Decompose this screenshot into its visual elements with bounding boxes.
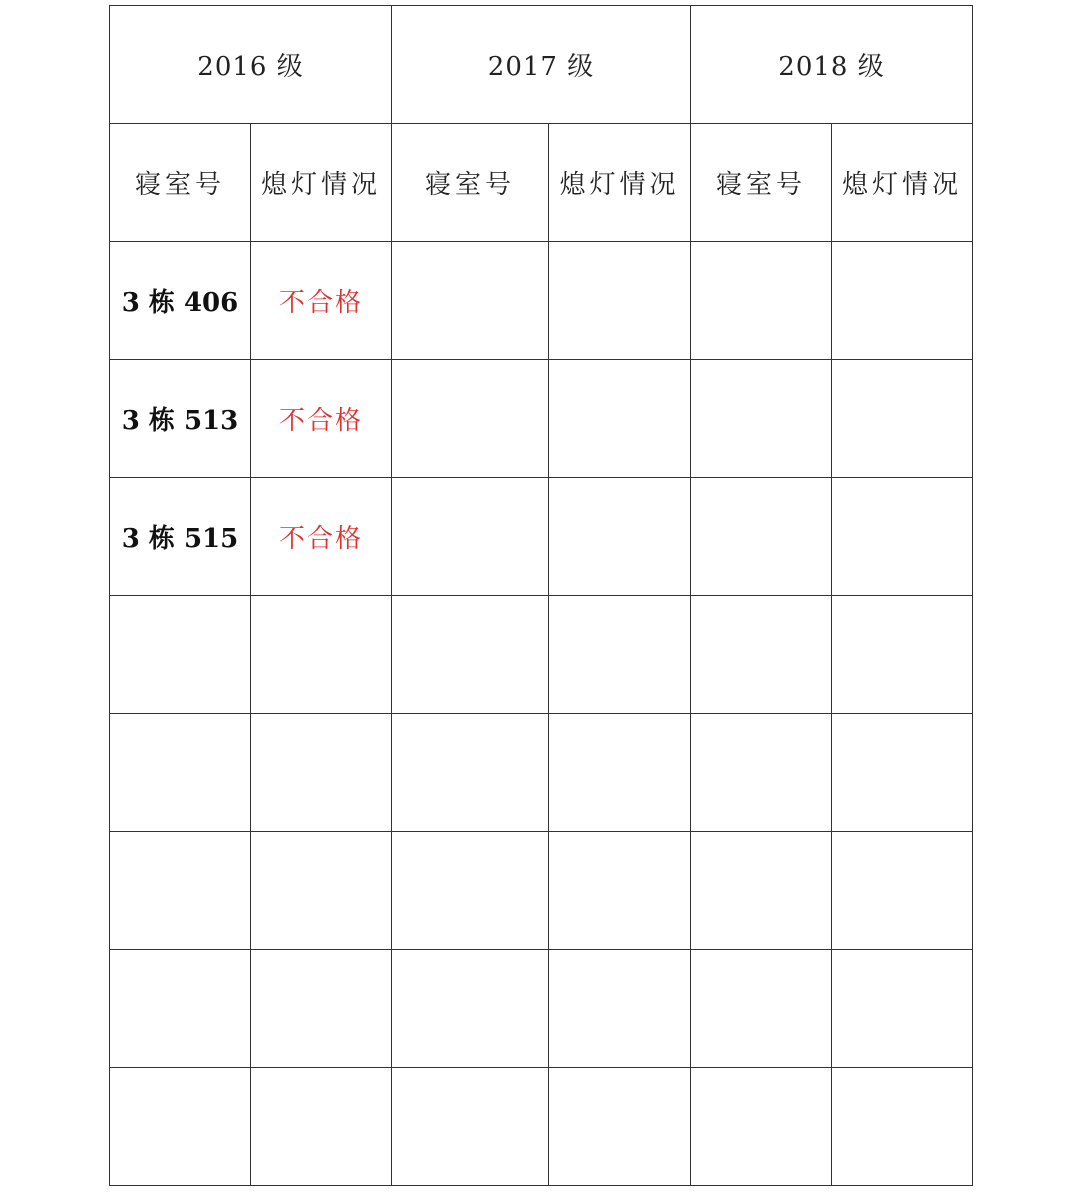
room-number-cell	[392, 1068, 549, 1186]
room-header-2017: 寝室号	[392, 124, 549, 242]
room-header-2018: 寝室号	[691, 124, 832, 242]
lights-status-cell	[832, 360, 973, 478]
grade-2017-header: 2017 级	[392, 6, 691, 124]
lights-status-cell	[549, 478, 691, 596]
room-number-cell	[392, 950, 549, 1068]
room-number-cell	[691, 714, 832, 832]
table-row	[110, 360, 973, 478]
room-number-cell	[691, 596, 832, 714]
room-number-cell	[110, 714, 251, 832]
table-row	[110, 950, 973, 1068]
table-row	[110, 714, 973, 832]
lights-status-cell	[832, 242, 973, 360]
lights-status-cell	[549, 596, 691, 714]
table-row	[110, 478, 973, 596]
room-number-cell: 3 栋 513	[110, 360, 251, 478]
lights-status-cell	[251, 832, 392, 950]
lights-status-cell: 不合格	[251, 242, 392, 360]
lights-status-cell	[832, 596, 973, 714]
room-number-cell	[691, 832, 832, 950]
room-number-cell	[110, 596, 251, 714]
lights-status-cell	[832, 714, 973, 832]
room-number-cell: 3 栋 515	[110, 478, 251, 596]
room-number-cell	[110, 1068, 251, 1186]
room-number-cell	[392, 714, 549, 832]
table-body	[110, 242, 973, 1186]
room-number-cell	[392, 360, 549, 478]
room-number-cell	[392, 832, 549, 950]
room-number-cell	[110, 950, 251, 1068]
table-row	[110, 242, 973, 360]
room-number-cell	[110, 832, 251, 950]
table-row	[110, 596, 973, 714]
table-row	[110, 832, 973, 950]
lights-status-cell	[251, 1068, 392, 1186]
lights-status-cell	[549, 360, 691, 478]
room-number-cell	[691, 242, 832, 360]
lights-status-cell	[251, 596, 392, 714]
column-header-row	[110, 124, 973, 242]
lights-status-cell	[549, 242, 691, 360]
lights-status-cell	[549, 714, 691, 832]
lights-status-cell	[251, 714, 392, 832]
lights-status-cell	[549, 832, 691, 950]
grade-header-row	[110, 6, 973, 124]
room-number-cell	[392, 242, 549, 360]
room-number-cell	[392, 478, 549, 596]
lights-out-inspection-table	[109, 5, 973, 1186]
status-header-2017: 熄灯情况	[549, 124, 691, 242]
lights-status-cell	[832, 832, 973, 950]
grade-2018-header: 2018 级	[691, 6, 973, 124]
lights-status-cell	[832, 950, 973, 1068]
room-number-cell: 3 栋 406	[110, 242, 251, 360]
room-number-cell	[691, 478, 832, 596]
lights-status-cell: 不合格	[251, 360, 392, 478]
room-header-2016: 寝室号	[110, 124, 251, 242]
room-number-cell	[691, 360, 832, 478]
status-header-2016: 熄灯情况	[251, 124, 392, 242]
room-number-cell	[691, 1068, 832, 1186]
lights-status-cell: 不合格	[251, 478, 392, 596]
room-number-cell	[392, 596, 549, 714]
lights-status-cell	[549, 950, 691, 1068]
lights-status-cell	[549, 1068, 691, 1186]
status-header-2018: 熄灯情况	[832, 124, 973, 242]
table-row	[110, 1068, 973, 1186]
room-number-cell	[691, 950, 832, 1068]
lights-status-cell	[832, 1068, 973, 1186]
lights-status-cell	[832, 478, 973, 596]
grade-2016-header: 2016 级	[110, 6, 392, 124]
lights-status-cell	[251, 950, 392, 1068]
